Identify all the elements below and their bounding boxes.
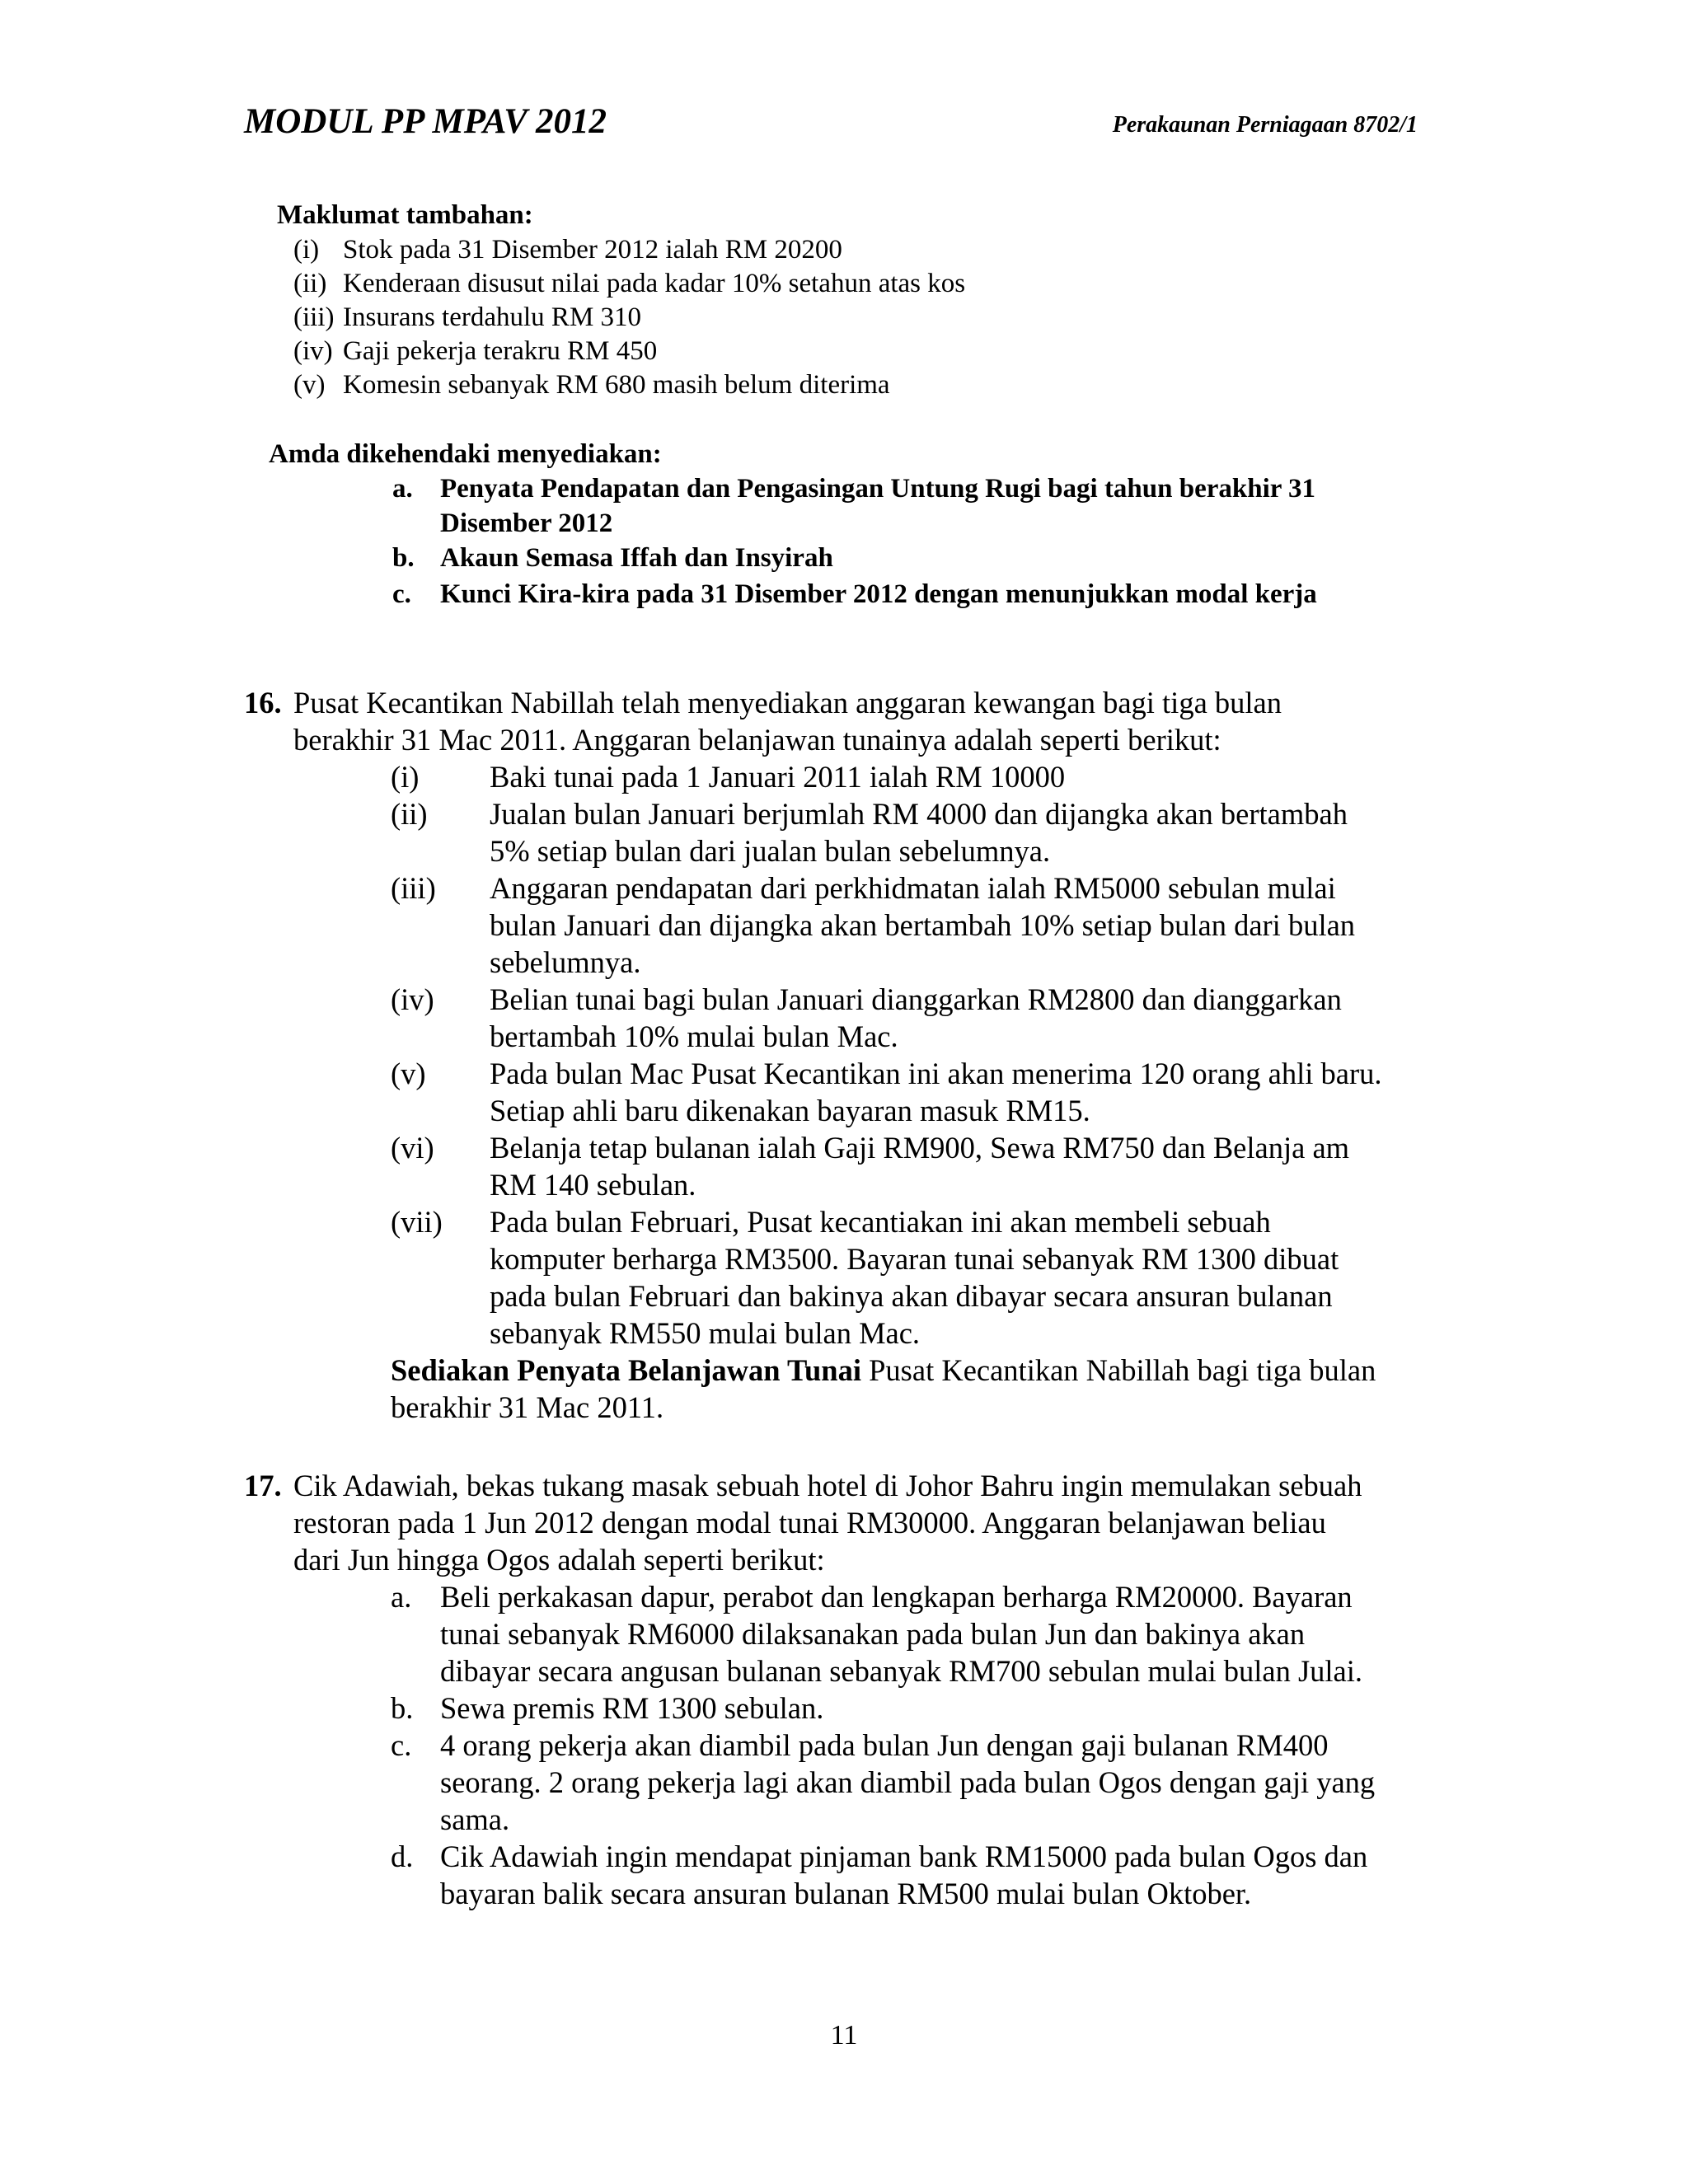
required-item: Kunci Kira-kira pada 31 Disember 2012 dengan menunjukkan modal kerja <box>440 579 1317 609</box>
required-letter: a. <box>392 474 413 504</box>
required-heading: Amda dikehendaki menyediakan: <box>269 439 662 469</box>
q17-item-text: tunai sebanyak RM6000 dilaksanakan pada bulan Jun dan bakinya akan <box>440 1617 1306 1651</box>
required-letter: b. <box>392 543 415 573</box>
q17-item-letter: a. <box>391 1580 412 1614</box>
q16-item-num: (iii) <box>391 871 436 905</box>
question-16-intro: berakhir 31 Mac 2011. Anggaran belanjawan tunainya adalah seperti berikut: <box>293 723 1221 757</box>
question-17-intro: restoran pada 1 Jun 2012 dengan modal tunai RM30000. Anggaran belanjawan beliau <box>293 1506 1326 1540</box>
q16-item-text: pada bulan Februari dan bakinya akan dibayar secara ansuran bulanan <box>490 1279 1333 1313</box>
q16-item-num: (iv) <box>391 982 434 1016</box>
q16-item-text: RM 140 sebulan. <box>490 1168 696 1202</box>
maklumat-heading: Maklumat tambahan: <box>277 200 533 230</box>
question-17-number: 17. <box>244 1469 282 1502</box>
q17-item-letter: c. <box>391 1728 412 1762</box>
q16-task: berakhir 31 Mac 2011. <box>391 1390 664 1424</box>
q17-item-letter: d. <box>391 1840 414 1873</box>
subject-code: Perakaunan Perniagaan 8702/1 <box>1112 112 1418 138</box>
q16-task-emphasis: Sediakan Penyata Belanjawan Tunai <box>391 1353 861 1387</box>
q16-item-text: komputer berharga RM3500. Bayaran tunai sebanyak RM 1300 dibuat <box>490 1242 1339 1276</box>
maklumat-item: Kenderaan disusut nilai pada kadar 10% setahun atas kos <box>343 269 966 298</box>
q17-item-text: bayaran balik secara ansuran bulanan RM500 mulai bulan Oktober. <box>440 1877 1252 1910</box>
q16-item-text: bertambah 10% mulai bulan Mac. <box>490 1019 898 1053</box>
maklumat-num: (i) <box>293 235 320 265</box>
q16-item-num: (vi) <box>391 1131 434 1165</box>
q17-item-text: Beli perkakasan dapur, perabot dan lengkapan berharga RM20000. Bayaran <box>440 1580 1353 1614</box>
q16-item-num: (v) <box>391 1057 426 1090</box>
q16-item-num: (i) <box>391 760 420 794</box>
q16-item-text: Jualan bulan Januari berjumlah RM 4000 dan dijangka akan bertambah <box>490 797 1348 831</box>
q16-item-text: sebanyak RM550 mulai bulan Mac. <box>490 1316 921 1350</box>
maklumat-item: Gaji pekerja terakru RM 450 <box>343 336 658 366</box>
q17-item-text: dibayar secara angusan bulanan sebanyak RM700 sebulan mulai bulan Julai. <box>440 1654 1363 1688</box>
module-title: MODUL PP MPAV 2012 <box>244 102 607 141</box>
q17-item-text: 4 orang pekerja akan diambil pada bulan Jun dengan gaji bulanan RM400 <box>440 1728 1329 1762</box>
q16-item-text: Belian tunai bagi bulan Januari dianggarkan RM2800 dan dianggarkan <box>490 982 1342 1016</box>
q16-item-text: sebelumnya. <box>490 945 641 979</box>
question-16-number: 16. <box>244 686 282 719</box>
maklumat-num: (v) <box>293 370 326 400</box>
page-number: 11 <box>830 2020 858 2050</box>
q17-item-text: seorang. 2 orang pekerja lagi akan diambil pada bulan Ogos dengan gaji yang <box>440 1765 1376 1799</box>
question-16-intro: Pusat Kecantikan Nabillah telah menyediakan anggaran kewangan bagi tiga bulan <box>293 686 1282 719</box>
required-letter: c. <box>392 579 411 609</box>
maklumat-num: (iii) <box>293 302 335 332</box>
question-17-intro: dari Jun hingga Ogos adalah seperti berikut: <box>293 1543 825 1577</box>
question-17-intro: Cik Adawiah, bekas tukang masak sebuah hotel di Johor Bahru ingin memulakan sebuah <box>293 1469 1362 1502</box>
q16-task <box>391 1352 1376 1389</box>
q16-item-text: Baki tunai pada 1 Januari 2011 ialah RM 10000 <box>490 760 1066 794</box>
required-item: Akaun Semasa Iffah dan Insyirah <box>440 543 833 573</box>
q17-item-letter: b. <box>391 1691 414 1725</box>
required-item: Penyata Pendapatan dan Pengasingan Untung Rugi bagi tahun berakhir 31 <box>440 474 1316 504</box>
q16-item-text: Pada bulan Mac Pusat Kecantikan ini akan menerima 120 orang ahli baru. <box>490 1057 1382 1090</box>
q16-item-text: Belanja tetap bulanan ialah Gaji RM900, Sewa RM750 dan Belanja am <box>490 1131 1350 1165</box>
maklumat-item: Stok pada 31 Disember 2012 ialah RM 20200 <box>343 235 842 265</box>
q17-item-text: sama. <box>440 1802 510 1836</box>
q16-item-num: (vii) <box>391 1205 443 1239</box>
q16-item-text: Setiap ahli baru dikenakan bayaran masuk RM15. <box>490 1094 1090 1127</box>
maklumat-item: Insurans terdahulu RM 310 <box>343 302 642 332</box>
maklumat-item: Komesin sebanyak RM 680 masih belum diterima <box>343 370 890 400</box>
q16-item-text: Anggaran pendapatan dari perkhidmatan ialah RM5000 sebulan mulai <box>490 871 1336 905</box>
q16-item-text: Pada bulan Februari, Pusat kecantiakan ini akan membeli sebuah <box>490 1205 1271 1239</box>
required-item: Disember 2012 <box>440 509 613 538</box>
q16-item-num: (ii) <box>391 797 428 831</box>
q16-item-text: bulan Januari dan dijangka akan bertambah 10% setiap bulan dari bulan <box>490 908 1356 942</box>
q16-task-rest: Pusat Kecantikan Nabillah bagi tiga bulan <box>861 1353 1376 1387</box>
q17-item-text: Cik Adawiah ingin mendapat pinjaman bank RM15000 pada bulan Ogos dan <box>440 1840 1368 1873</box>
q16-item-text: 5% setiap bulan dari jualan bulan sebelumnya. <box>490 834 1051 868</box>
maklumat-num: (ii) <box>293 269 327 298</box>
maklumat-num: (iv) <box>293 336 333 366</box>
q17-item-text: Sewa premis RM 1300 sebulan. <box>440 1691 824 1725</box>
